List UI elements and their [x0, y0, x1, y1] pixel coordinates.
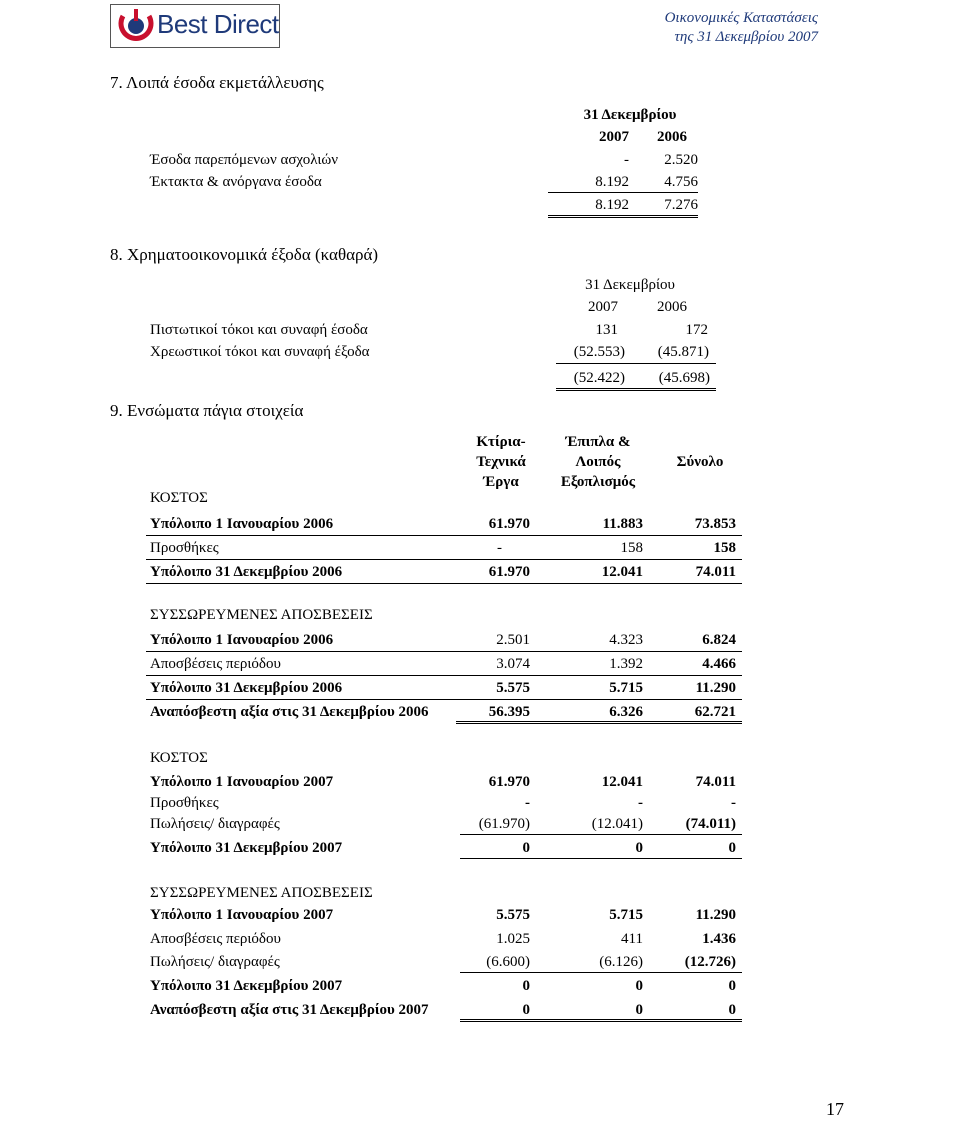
dep-2007-buildings: 1.025	[496, 931, 530, 947]
note7-period: 31 Δεκεμβρίου	[583, 107, 677, 123]
dep-2006-buildings: 56.395	[488, 704, 530, 720]
dep-2006-row-label: Αποσβέσεις περιόδου	[150, 656, 281, 672]
column-header-line: Εξοπλισμός	[560, 474, 636, 490]
cost-2007-furniture: 0	[635, 840, 643, 856]
note7-total-2007: 8.192	[595, 197, 629, 213]
cost-2007-buildings: -	[525, 795, 530, 811]
cost-2006-buildings: -	[497, 540, 502, 556]
cost-2006-row-label: Υπόλοιπο 31 Δεκεμβρίου 2006	[150, 564, 343, 580]
note8-row-value-2007: 131	[595, 322, 618, 338]
cost-2006-buildings: 61.970	[488, 564, 530, 580]
header-title-line2: της 31 Δεκεμβρίου 2007	[674, 29, 818, 45]
row-separator-line	[146, 583, 742, 584]
dep-2007-row-label: Αναπόσβεστη αξία στις 31 Δεκεμβρίου 2007	[150, 1002, 429, 1018]
column-header-line: Λοιπός	[575, 454, 621, 470]
cost-2006-total: 74.011	[695, 564, 736, 580]
row-separator-line	[146, 535, 742, 536]
cost-2006-total: 158	[713, 540, 736, 556]
cost-2006-furniture: 158	[620, 540, 643, 556]
cost-2006-row-label: Προσθήκες	[150, 540, 219, 556]
note7-year-2007: 2007	[599, 129, 629, 145]
cost-2006-total: 73.853	[694, 516, 736, 532]
note7-row-value-2006: 2.520	[664, 152, 698, 168]
row-separator-line	[146, 699, 742, 700]
column-header-line: Τεχνικά	[476, 454, 526, 470]
cost-2007-total: (74.011)	[685, 816, 736, 832]
dep-2007-furniture: 0	[635, 978, 643, 994]
cost-2006-furniture: 11.883	[602, 516, 643, 532]
cost-2007-furniture: (12.041)	[591, 816, 643, 832]
cost-2006-buildings: 61.970	[488, 516, 530, 532]
note7-row-label: Έκτακτα & ανόργανα έσοδα	[150, 174, 322, 190]
row-separator-line	[460, 972, 742, 973]
note8-row-label: Πιστωτικοί τόκοι και συναφή έσοδα	[150, 322, 368, 338]
cost-2007-buildings: 61.970	[488, 774, 530, 790]
dep-2007-total: 0	[728, 978, 736, 994]
logo-text: Best Direct	[157, 9, 279, 39]
column-header-line: Έπιπλα &	[565, 434, 631, 450]
column-header-buildings	[466, 432, 536, 492]
note8-year-2007: 2007	[588, 299, 618, 315]
note8-year-2006: 2006	[657, 299, 687, 315]
dep-2007-buildings: 0	[522, 1002, 530, 1018]
note8-row-value-2006: 172	[685, 322, 708, 338]
dep-2007-buildings: 0	[522, 978, 530, 994]
column-header-line: Κτίρια-	[476, 434, 526, 450]
note7-title: 7. Λοιπά έσοδα εκμετάλλευσης	[110, 73, 324, 92]
cost-2007-heading: ΚΟΣΤΟΣ	[150, 750, 208, 766]
dep-2007-row-label: Υπόλοιπο 1 Ιανουαρίου 2007	[150, 907, 334, 923]
note7-row-label: Έσοδα παρεπόμενων ασχολιών	[150, 152, 339, 168]
total-double-line	[460, 1019, 742, 1022]
cost-2007-furniture: 12.041	[601, 774, 643, 790]
dep-2006-heading: ΣΥΣΣΩΡΕΥΜΕΝΕΣ ΑΠΟΣΒΕΣΕΙΣ	[150, 607, 373, 623]
note7-row-value-2007: 8.192	[595, 174, 629, 190]
logo-emblem-icon	[117, 7, 155, 45]
header-title-line1: Οικονομικές Καταστάσεις	[664, 10, 818, 26]
dep-2006-total: 11.290	[695, 680, 736, 696]
dep-2006-total: 6.824	[702, 632, 736, 648]
cost-2007-row-label: Υπόλοιπο 1 Ιανουαρίου 2007	[150, 774, 334, 790]
column-header-line: Έργα	[483, 474, 519, 490]
note8-period: 31 Δεκεμβρίου	[585, 277, 675, 293]
note8-row-value-2007: (52.553)	[573, 344, 625, 360]
note8-total-line	[556, 388, 716, 391]
cost-2007-total: 0	[728, 840, 736, 856]
cost-2007-row-label: Υπόλοιπο 31 Δεκεμβρίου 2007	[150, 840, 343, 856]
total-double-line	[456, 721, 742, 724]
column-header-total: Σύνολο	[676, 454, 724, 470]
dep-2006-furniture: 6.326	[609, 704, 643, 720]
dep-2006-row-label: Υπόλοιπο 1 Ιανουαρίου 2006	[150, 632, 334, 648]
cost-2007-furniture: -	[638, 795, 643, 811]
row-separator-line	[146, 559, 742, 560]
dep-2007-buildings: (6.600)	[486, 954, 530, 970]
dep-2007-furniture: 5.715	[609, 907, 643, 923]
dep-2006-buildings: 3.074	[496, 656, 530, 672]
dep-2007-row-label: Υπόλοιπο 31 Δεκεμβρίου 2007	[150, 978, 343, 994]
row-separator-line	[146, 675, 742, 676]
dep-2006-total: 62.721	[694, 704, 736, 720]
row-separator-line	[146, 651, 742, 652]
dep-2006-furniture: 4.323	[609, 632, 643, 648]
note7-total-2006: 7.276	[664, 197, 698, 213]
note8-subtotal-line	[556, 363, 716, 364]
dep-2007-total: (12.726)	[684, 954, 736, 970]
cost-2007-total: 74.011	[695, 774, 736, 790]
dep-2006-furniture: 1.392	[609, 656, 643, 672]
note7-subtotal-line	[548, 192, 698, 193]
cost-2006-row-label: Υπόλοιπο 1 Ιανουαρίου 2006	[150, 516, 334, 532]
note7-row-value-2006: 4.756	[664, 174, 698, 190]
note8-total-2006: (45.698)	[658, 370, 710, 386]
row-separator-line	[460, 834, 742, 835]
dep-2007-row-label: Αποσβέσεις περιόδου	[150, 931, 281, 947]
cost-2007-total: -	[731, 795, 736, 811]
note9-title: 9. Ενσώματα πάγια στοιχεία	[110, 401, 304, 420]
dep-2006-furniture: 5.715	[609, 680, 643, 696]
dep-2006-row-label: Υπόλοιπο 31 Δεκεμβρίου 2006	[150, 680, 343, 696]
dep-2007-total: 1.436	[702, 931, 736, 947]
note8-total-2007: (52.422)	[573, 370, 625, 386]
dep-2007-total: 0	[728, 1002, 736, 1018]
note7-total-line	[548, 215, 698, 218]
dep-2006-total: 4.466	[702, 656, 736, 672]
company-logo	[110, 4, 280, 48]
note7-row-value-2007: -	[624, 152, 629, 168]
dep-2007-furniture: (6.126)	[599, 954, 643, 970]
dep-2007-heading: ΣΥΣΣΩΡΕΥΜΕΝΕΣ ΑΠΟΣΒΕΣΕΙΣ	[150, 885, 373, 901]
dep-2007-total: 11.290	[695, 907, 736, 923]
dep-2006-buildings: 2.501	[496, 632, 530, 648]
cost-2007-buildings: 0	[522, 840, 530, 856]
dep-2006-row-label: Αναπόσβεστη αξία στις 31 Δεκεμβρίου 2006	[150, 704, 429, 720]
cost-2007-buildings: (61.970)	[478, 816, 530, 832]
note7-year-2006: 2006	[657, 129, 687, 145]
note8-row-label: Χρεωστικοί τόκοι και συναφή έξοδα	[150, 344, 370, 360]
dep-2006-buildings: 5.575	[496, 680, 530, 696]
row-separator-line	[460, 858, 742, 859]
dep-2007-furniture: 411	[621, 931, 643, 947]
note8-row-value-2006: (45.871)	[657, 344, 709, 360]
dep-2007-buildings: 5.575	[496, 907, 530, 923]
note8-title: 8. Χρηματοοικονομικά έξοδα (καθαρά)	[110, 245, 379, 264]
page-number: 17	[826, 1099, 844, 1119]
cost-2007-row-label: Προσθήκες	[150, 795, 219, 811]
dep-2007-row-label: Πωλήσεις/ διαγραφές	[150, 954, 280, 970]
cost-2006-heading: ΚΟΣΤΟΣ	[150, 490, 208, 506]
cost-2006-furniture: 12.041	[601, 564, 643, 580]
column-header-furniture	[548, 432, 648, 492]
cost-2007-row-label: Πωλήσεις/ διαγραφές	[150, 816, 280, 832]
dep-2007-furniture: 0	[635, 1002, 643, 1018]
